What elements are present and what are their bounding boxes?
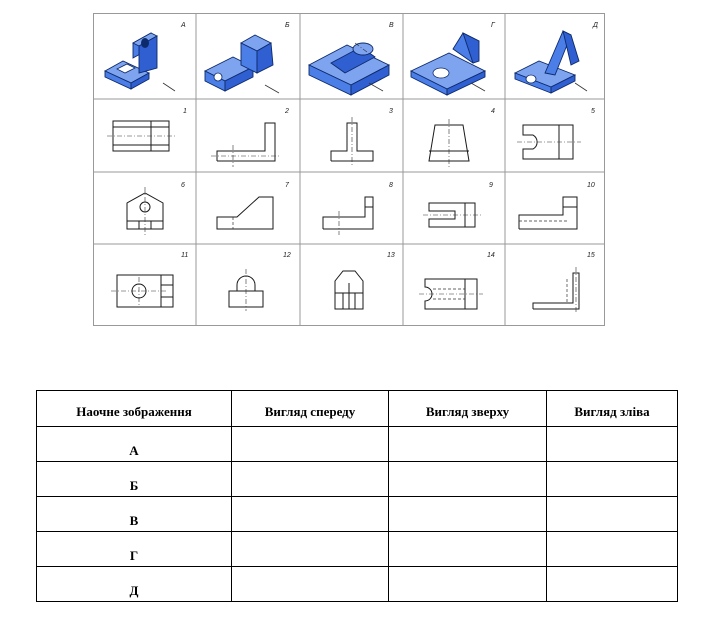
view-7	[217, 182, 290, 229]
front-view-cell[interactable]	[232, 567, 389, 602]
front-view-cell[interactable]	[232, 497, 389, 532]
top-view-cell[interactable]	[389, 532, 547, 567]
view-4	[429, 108, 495, 167]
left-view-cell[interactable]	[547, 462, 678, 497]
iso-label-a: А	[181, 22, 186, 29]
iso-label-g: Г	[491, 22, 495, 29]
iso-part-g	[411, 22, 496, 95]
header-top-view: Вигляд зверху	[389, 391, 547, 427]
view-15	[533, 252, 595, 313]
view-13	[335, 252, 395, 309]
table-row	[37, 532, 678, 567]
table-row	[37, 497, 678, 532]
view-number-1: 1	[183, 108, 187, 115]
table-row	[37, 427, 678, 462]
top-view-cell[interactable]	[389, 427, 547, 462]
view-number-11: 11	[181, 252, 189, 259]
table-row	[37, 462, 678, 497]
iso-part-b	[205, 22, 290, 93]
left-view-cell[interactable]	[547, 427, 678, 462]
view-number-14: 14	[487, 252, 495, 259]
left-view-cell[interactable]	[547, 532, 678, 567]
iso-part-d	[515, 22, 598, 93]
table-row	[37, 567, 678, 602]
view-1	[107, 108, 187, 151]
drawing-task-figure	[93, 13, 605, 326]
view-14	[419, 252, 495, 309]
row-label: А	[37, 427, 232, 462]
view-number-12: 12	[283, 252, 291, 259]
view-number-4: 4	[491, 108, 495, 115]
iso-label-d: Д	[593, 22, 598, 29]
iso-label-v: В	[389, 22, 394, 29]
front-view-cell[interactable]	[232, 427, 389, 462]
row-label: Д	[37, 567, 232, 602]
view-number-15: 15	[587, 252, 595, 259]
view-8	[323, 182, 393, 235]
view-3	[331, 108, 393, 167]
view-number-9: 9	[489, 182, 493, 189]
header-front-view: Вигляд спереду	[232, 391, 389, 427]
front-view-cell[interactable]	[232, 462, 389, 497]
top-view-cell[interactable]	[389, 497, 547, 532]
left-view-cell[interactable]	[547, 567, 678, 602]
view-number-13: 13	[387, 252, 395, 259]
front-view-cell[interactable]	[232, 532, 389, 567]
view-5	[517, 108, 595, 159]
row-label: Б	[37, 462, 232, 497]
view-9	[423, 182, 493, 227]
iso-part-v	[309, 22, 394, 95]
view-2	[211, 108, 289, 167]
view-10	[519, 182, 595, 229]
left-view-cell[interactable]	[547, 497, 678, 532]
view-number-7: 7	[285, 182, 289, 189]
header-left-view: Вигляд зліва	[547, 391, 678, 427]
view-number-10: 10	[587, 182, 595, 189]
view-number-8: 8	[389, 182, 393, 189]
view-number-3: 3	[389, 108, 393, 115]
top-view-cell[interactable]	[389, 567, 547, 602]
row-label: Г	[37, 532, 232, 567]
view-number-5: 5	[591, 108, 595, 115]
row-label: В	[37, 497, 232, 532]
top-view-cell[interactable]	[389, 462, 547, 497]
iso-part-a	[105, 22, 186, 91]
answer-table	[36, 390, 678, 602]
iso-label-b: Б	[285, 22, 290, 29]
view-number-2: 2	[285, 108, 289, 115]
view-11	[111, 252, 188, 307]
view-number-6: 6	[181, 182, 185, 189]
header-visual-image: Наочне зображення	[37, 391, 232, 427]
view-12	[229, 252, 291, 311]
view-6	[127, 182, 185, 235]
table-header-row	[37, 391, 678, 427]
